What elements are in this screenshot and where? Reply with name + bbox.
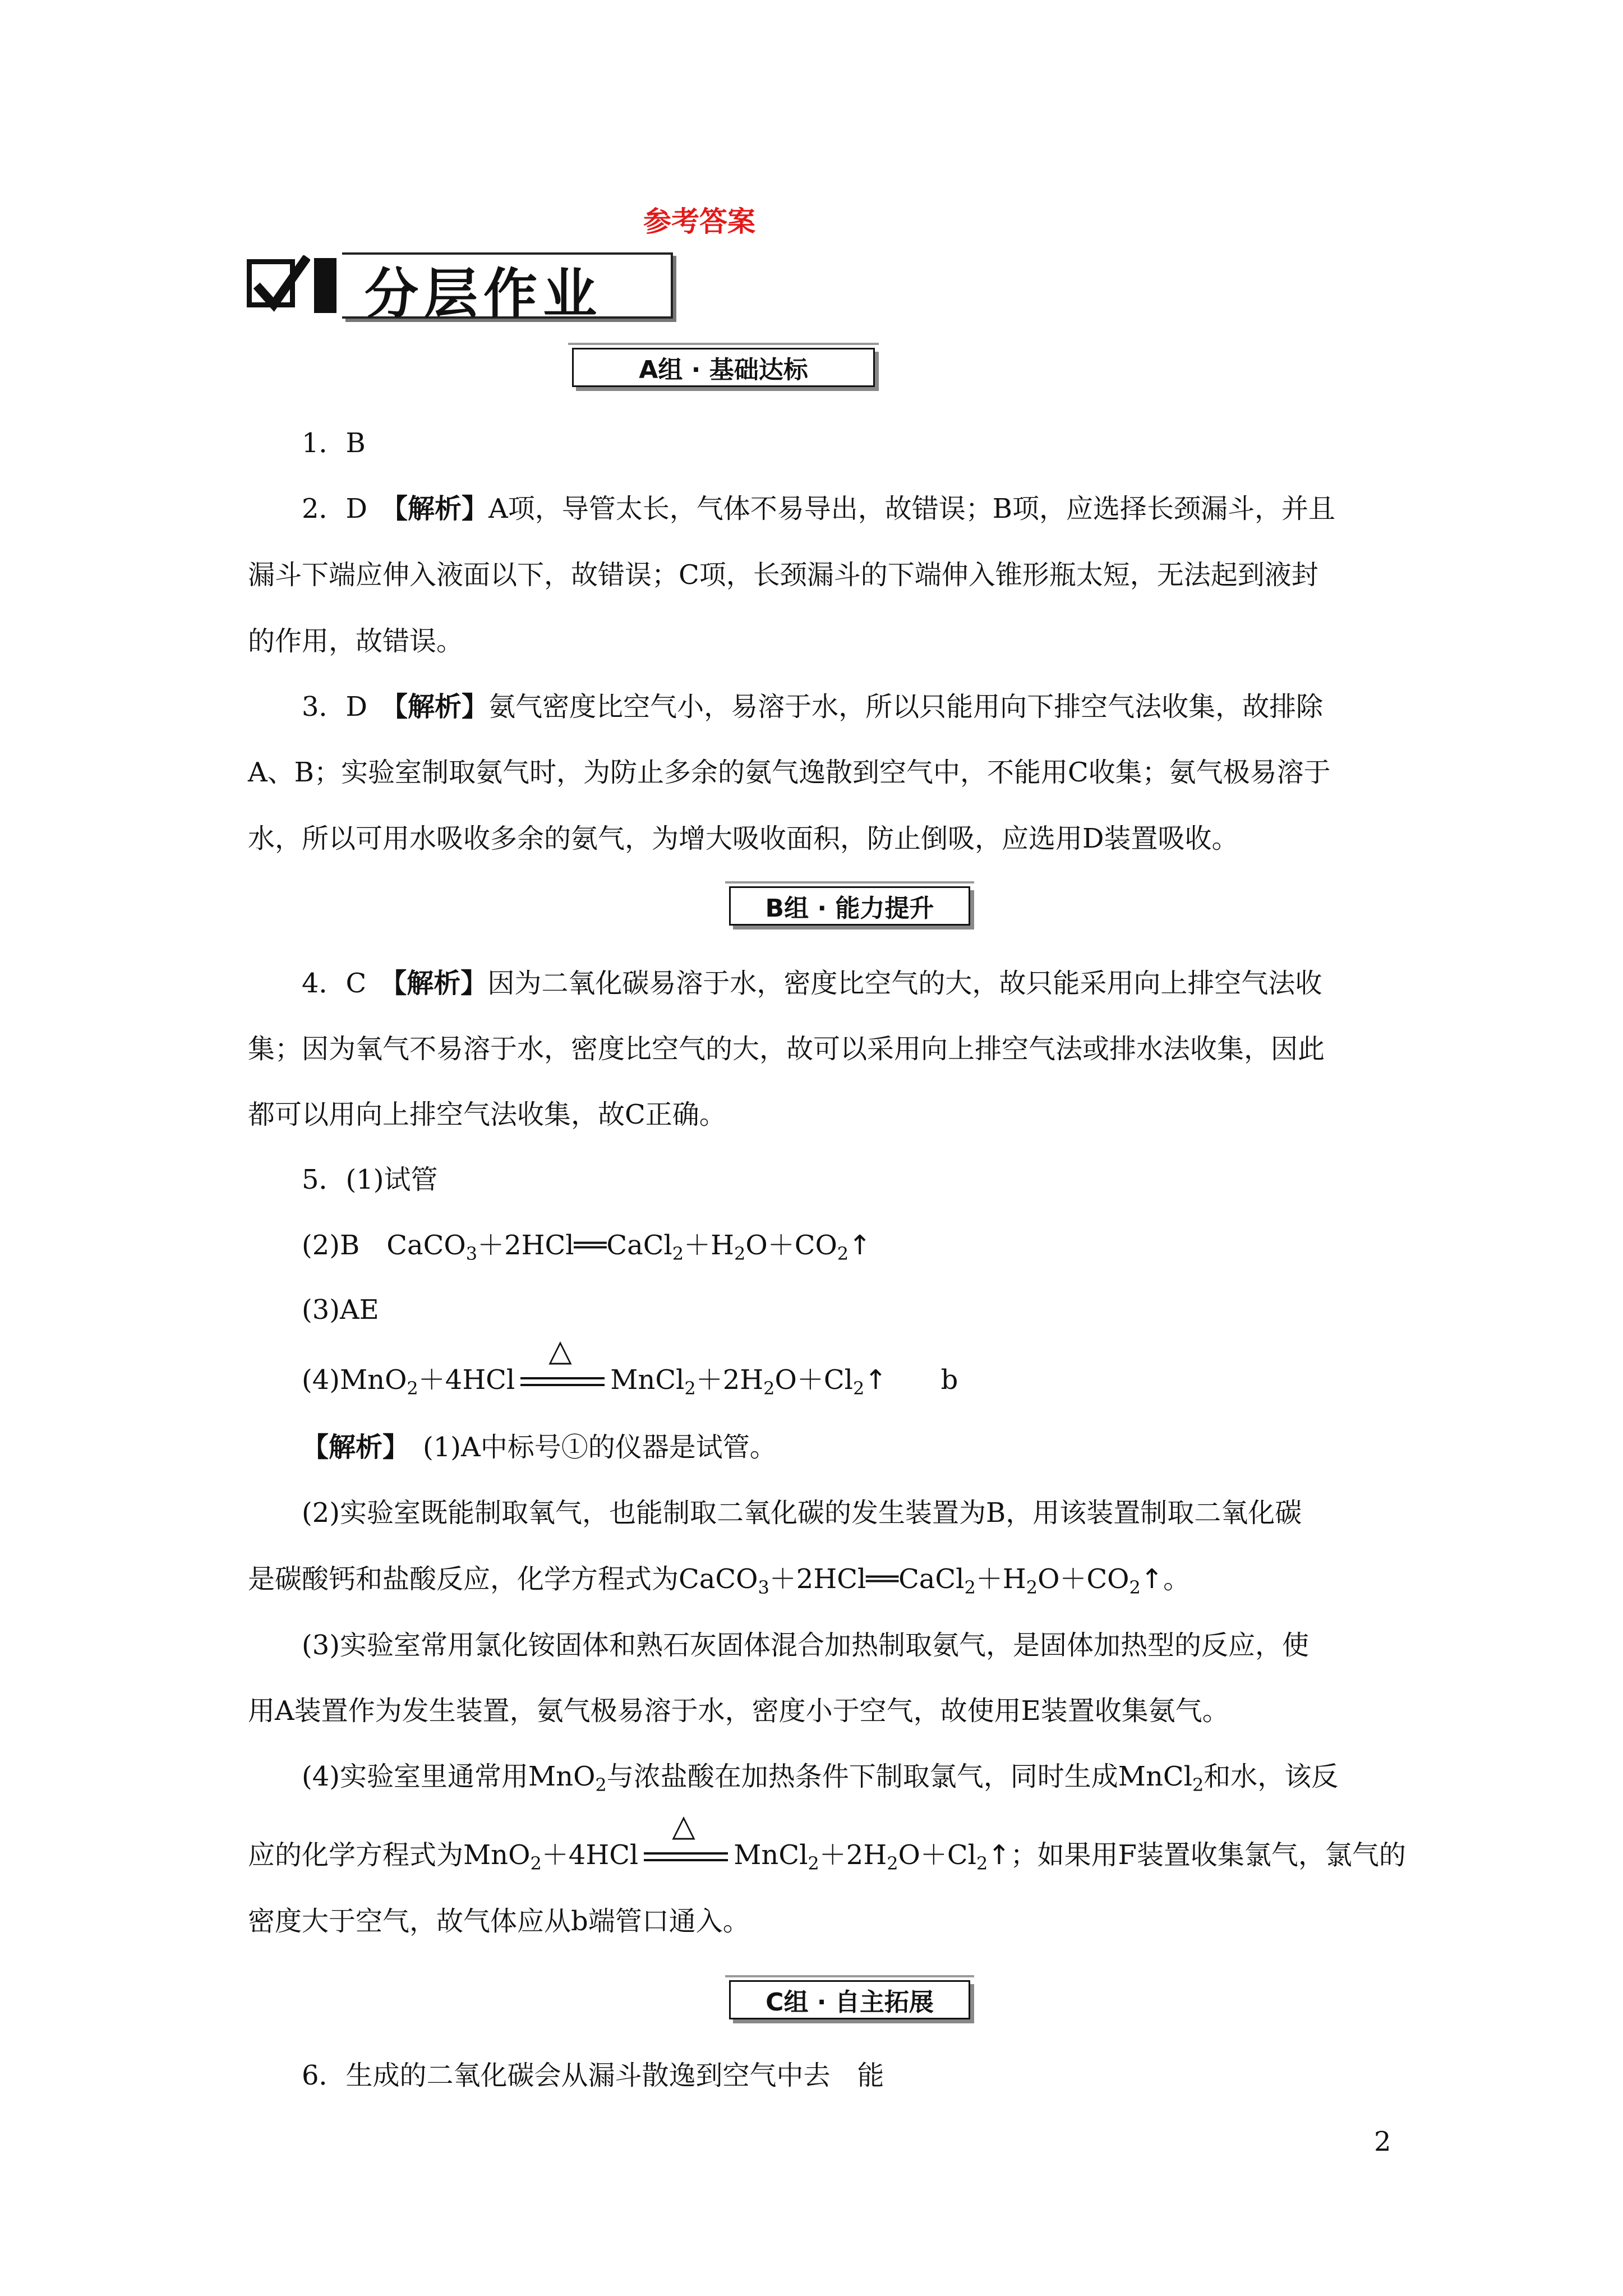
- answer-5-part-2: (2)B $CaCO_3+2HCl══CaCl_2+H_2O+CO_2↑$: [302, 1230, 872, 1264]
- group-c-label: C组 · 自主拓展: [766, 1988, 934, 2017]
- answer-1: 1．B: [302, 427, 366, 459]
- answer-5-part-1: 5．(1)试管: [302, 1164, 438, 1195]
- answer-4-line-3: 都可以用向上排空气法收集，故C正确。: [248, 1099, 726, 1130]
- answer-3-line-2: A、B；实验室制取氨气时，为防止多余的氨气逸散到空气中，不能用C收集；氨气极易溶于: [248, 757, 1331, 788]
- answer-6: 6．生成的二氧化碳会从漏斗散逸到空气中去 能: [302, 2060, 884, 2091]
- group-b-heading: [729, 886, 970, 926]
- explanation-4-line-2: 应的化学方程式为MnO$_2$＋4HCl △ $MnCl_2+2H_2O+Cl_2↑$；如果用F装置收集氯气，氯气的: [248, 1808, 1406, 1874]
- banner-title: 分层作业: [365, 263, 602, 325]
- banner-bar: [314, 258, 336, 313]
- answer-2-line-2: 漏斗下端应伸入液面以下，故错误；C项，长颈漏斗的下端伸入锥形瓶太短，无法起到液封: [248, 559, 1318, 591]
- page-number: 2: [1374, 2126, 1391, 2157]
- answer-2-line-1: 2．D 【解析】A项，导管太长，气体不易导出，故错误；B项，应选择长颈漏斗，并且: [302, 493, 1336, 524]
- answer-4-line-1: 4．C 【解析】因为二氧化碳易溶于水，密度比空气的大，故只能采用向上排空气法收: [302, 968, 1322, 999]
- checkbox-icon: [247, 259, 295, 307]
- section-banner: [247, 247, 673, 325]
- answer-2-line-3: 的作用，故错误。: [248, 625, 464, 657]
- explanation-3-line-1: (3)实验室常用氯化铵固体和熟石灰固体混合加热制取氨气，是固体加热型的反应，使: [302, 1630, 1309, 1661]
- explanation-2-line-2: 是碳酸钙和盐酸反应，化学方程式为$CaCO_3+2HCl══CaCl_2+H_2O+CO_2↑$。: [248, 1563, 1191, 1598]
- group-a-heading: [572, 348, 875, 387]
- answer-5-part-3: (3)AE: [302, 1294, 379, 1326]
- heating-condition-2: △: [638, 1841, 734, 1869]
- answer-4-line-2: 集；因为氧气不易溶于水，密度比空气的大，故可以采用向上排空气法或排水法收集，因此: [248, 1033, 1325, 1065]
- explanation-4-line-1: (4)实验室里通常用MnO$_2$与浓盐酸在加热条件下制取氯气，同时生成MnCl$_2$和水，该反: [302, 1761, 1339, 1796]
- answer-5-part-4: (4)MnO$_2$＋4HCl △ $MnCl_2+2H_2O+Cl_2↑$ b: [302, 1333, 958, 1399]
- group-b-label: B组 · 能力提升: [765, 894, 934, 923]
- explanation-3-line-2: 用A装置作为发生装置，氨气极易溶于水，密度小于空气，故使用E装置收集氨气。: [248, 1695, 1229, 1727]
- group-c-heading: [729, 1980, 970, 2019]
- heating-condition: △: [515, 1366, 610, 1394]
- answer-3-line-3: 水，所以可用水吸收多余的氨气，为增大吸收面积，防止倒吸，应选用D装置吸收。: [248, 823, 1239, 854]
- explanation-4-line-3: 密度大于空气，故气体应从b端管口通入。: [248, 1906, 750, 1937]
- explanation-1: 【解析】 (1)A中标号①的仪器是试管。: [302, 1432, 777, 1463]
- answer-3-line-1: 3．D 【解析】氨气密度比空气小，易溶于水，所以只能用向下排空气法收集，故排除: [302, 691, 1324, 723]
- group-a-label: A组 · 基础达标: [639, 356, 808, 384]
- explanation-2-line-1: (2)实验室既能制取氧气，也能制取二氧化碳的发生装置为B，用该装置制取二氧化碳: [302, 1497, 1302, 1529]
- page-title: 参考答案: [643, 205, 755, 238]
